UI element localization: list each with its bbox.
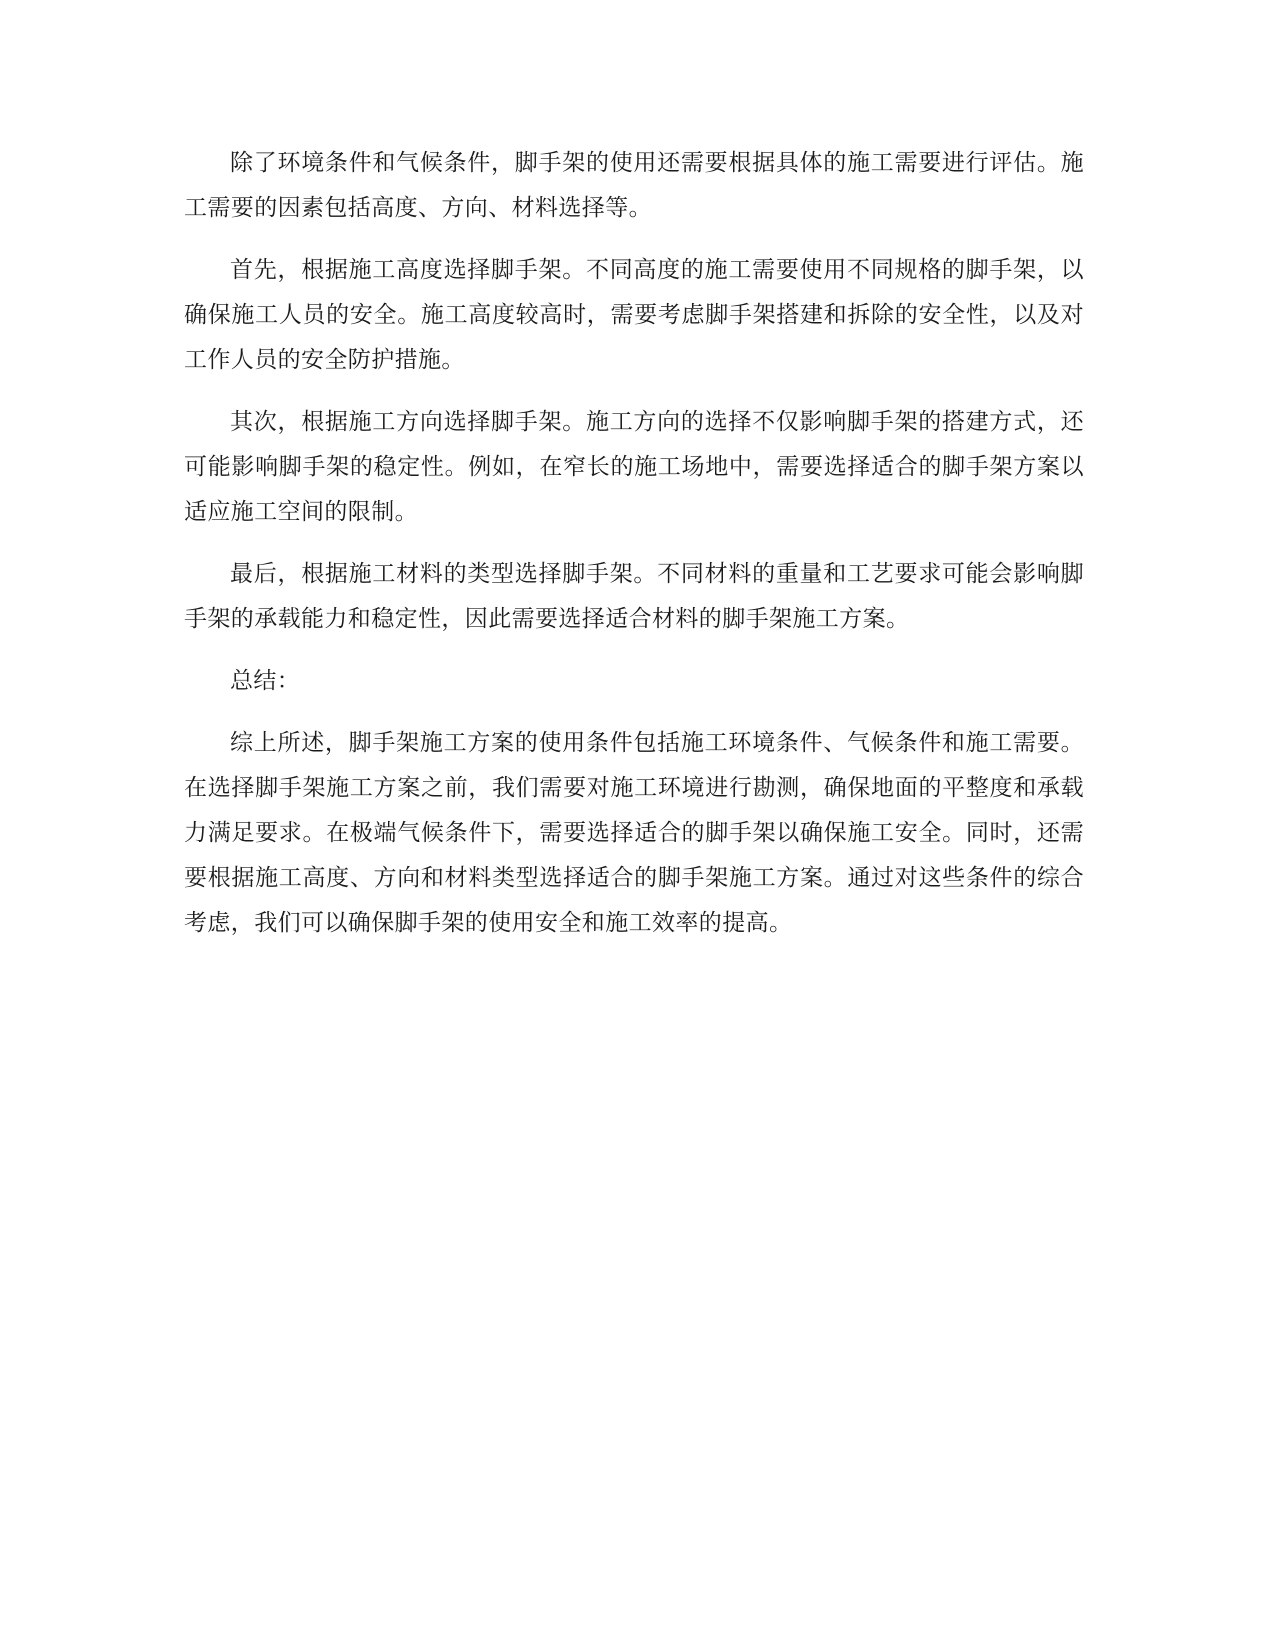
document-body (184, 141, 1084, 963)
paragraph-construction-needs: 除了环境条件和气候条件，脚手架的使用还需要根据具体的施工需要进行评估。施工需要的因素包括高度、方向、材料选择等。 (184, 150, 1084, 221)
paragraph-height: 首先，根据施工高度选择脚手架。不同高度的施工需要使用不同规格的脚手架，以确保施工人员的安全。施工高度较高时，需要考虑脚手架搭建和拆除的安全性，以及对工作人员的安全防护措施。 (184, 257, 1084, 373)
paragraph-direction: 其次，根据施工方向选择脚手架。施工方向的选择不仅影响脚手架的搭建方式，还可能影响脚手架的稳定性。例如，在窄长的施工场地中，需要选择适合的脚手架方案以适应施工空间的限制。 (184, 409, 1084, 525)
paragraph-materials: 最后，根据施工材料的类型选择脚手架。不同材料的重量和工艺要求可能会影响脚手架的承载能力和稳定性，因此需要选择适合材料的脚手架施工方案。 (184, 561, 1084, 632)
paragraph-summary: 综上所述，脚手架施工方案的使用条件包括施工环境条件、气候条件和施工需要。在选择脚手架施工方案之前，我们需要对施工环境进行勘测，确保地面的平整度和承载力满足要求。在极端气候条件下，需要选择适合的脚手架以确保施工安全。同时，还需要根据施工高度、方向和材料类型选择适合的脚手架施工方案。通过对这些条件的综合考虑，我们可以确保脚手架的使用安全和施工效率的提高。 (184, 730, 1084, 936)
summary-heading: 总结： (230, 668, 301, 694)
